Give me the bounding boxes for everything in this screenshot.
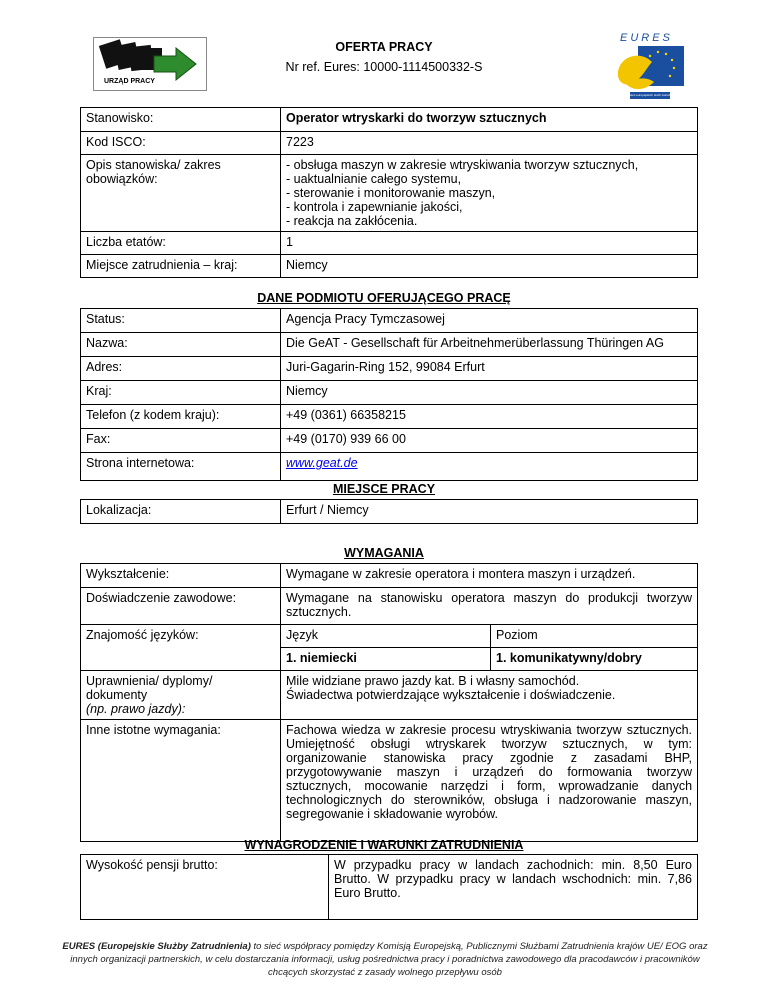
footer-note bbox=[60, 940, 710, 979]
other-requirements-value: Fachowa wiedza w zakresie procesu wtryskiwania tworzyw sztucznych. Umiejętność obsługi wtryskarek tworzyw sztucznych, w tym: organizowanie stanowiska pracy zgodnie z zasadami BHP, przygotowywanie maszyn i urządzeń do formowania tworzyw sztucznych, mocowanie narzędzi i form, wprowadzanie danych technologicznych do sterowników, obsługa i nadzorowanie maszyn, segregowanie i składowanie wyrobów. bbox=[281, 720, 698, 842]
education-label: Wykształcenie: bbox=[81, 564, 281, 588]
location-value: Erfurt / Niemcy bbox=[281, 500, 698, 524]
table-row bbox=[81, 381, 698, 405]
country-label: Miejsce zatrudnienia – kraj: bbox=[81, 255, 281, 278]
salary-value: W przypadku pracy w landach zachodnich: min. 8,50 Euro Brutto. W przypadku pracy w landach wschodnich: min. 7,86 Euro Brutto. bbox=[329, 855, 698, 920]
employer-heading: DANE PODMIOTU OFERUJĄCEGO PRACĘ bbox=[257, 291, 511, 305]
language-level: 1. komunikatywny/dobry bbox=[491, 648, 698, 671]
employer-value: Agencja Pracy Tymczasowej bbox=[281, 309, 698, 333]
table-row bbox=[81, 232, 698, 255]
table-row bbox=[81, 588, 698, 625]
permissions-label-line: Uprawnienia/ dyplomy/ dokumenty bbox=[86, 674, 213, 702]
description-line: - sterowanie i monitorowanie maszyn, bbox=[286, 186, 496, 200]
employer-value: Die GeAT - Gesellschaft für Arbeitnehmerüberlassung Thüringen AG bbox=[281, 333, 698, 357]
employer-label: Kraj: bbox=[81, 381, 281, 405]
description-line: - reakcja na zakłócenia. bbox=[286, 214, 418, 228]
permissions-label-note: (np. prawo jazdy): bbox=[86, 702, 186, 716]
language-name: 1. niemiecki bbox=[281, 648, 491, 671]
table-row bbox=[81, 405, 698, 429]
employer-value: Juri-Gagarin-Ring 152, 99084 Erfurt bbox=[281, 357, 698, 381]
table-row bbox=[81, 333, 698, 357]
vacancy-count-label: Liczba etatów: bbox=[81, 232, 281, 255]
reference-number: Nr ref. Eures: 10000-1114500332-S bbox=[285, 60, 483, 74]
description-label: Opis stanowiska/ zakres obowiązków: bbox=[81, 155, 281, 232]
document-title: OFERTA PRACY bbox=[335, 40, 433, 54]
experience-label: Doświadczenie zawodowe: bbox=[81, 588, 281, 625]
other-requirements-label: Inne istotne wymagania: bbox=[81, 720, 281, 842]
footer-text: to sieć współpracy pomiędzy Komisją Europejską, Publicznymi Służbami Zatrudnienia krajów UE/ EOG oraz innych organizacji partnerskich, w celu dostarczania informacji, usług pośrednictwa pracy i poradnictwa zawodowego dla pracodawców i pracowników chcących skorzystać z zasady wolnego przepływu osób bbox=[70, 941, 708, 978]
employer-value: Niemcy bbox=[281, 381, 698, 405]
job-table bbox=[80, 107, 698, 278]
table-row bbox=[81, 309, 698, 333]
employer-value: +49 (0170) 939 66 00 bbox=[281, 429, 698, 453]
requirements-table bbox=[80, 563, 698, 842]
table-row bbox=[81, 564, 698, 588]
location-label: Lokalizacja: bbox=[81, 500, 281, 524]
table-row bbox=[81, 132, 698, 155]
isco-label: Kod ISCO: bbox=[81, 132, 281, 155]
footer-bold: EURES (Europejskie Służby Zatrudnienia) bbox=[62, 941, 251, 952]
employer-value: +49 (0361) 66358215 bbox=[281, 405, 698, 429]
salary-table bbox=[80, 854, 698, 920]
employer-table bbox=[80, 308, 698, 481]
languages-label: Znajomość języków: bbox=[81, 625, 281, 671]
table-row bbox=[81, 155, 698, 232]
eures-logo-text: EURES bbox=[620, 32, 673, 44]
eures-logo-caption: sieć europejskich służb zatrudnienia bbox=[630, 93, 679, 97]
experience-value: Wymagane na stanowisku operatora maszyn do produkcji tworzyw sztucznych. bbox=[281, 588, 698, 625]
website-link[interactable]: www.geat.de bbox=[286, 456, 358, 470]
permissions-line: Świadectwa potwierdzające wykształcenie i doświadczenie. bbox=[286, 688, 616, 702]
website-label: Strona internetowa: bbox=[81, 453, 281, 481]
employer-label: Fax: bbox=[81, 429, 281, 453]
description-line: - kontrola i zapewnianie jakości, bbox=[286, 200, 463, 214]
employer-label: Adres: bbox=[81, 357, 281, 381]
employer-label: Nazwa: bbox=[81, 333, 281, 357]
table-row bbox=[81, 255, 698, 278]
employer-label: Telefon (z kodem kraju): bbox=[81, 405, 281, 429]
workplace-table bbox=[80, 499, 698, 524]
vacancy-count-value: 1 bbox=[281, 232, 698, 255]
table-row bbox=[81, 453, 698, 481]
permissions-label bbox=[81, 671, 281, 720]
table-row bbox=[81, 720, 698, 842]
description-line: - obsługa maszyn w zakresie wtryskiwania tworzyw sztucznych, bbox=[286, 158, 639, 172]
table-row bbox=[81, 625, 698, 648]
table-row bbox=[81, 429, 698, 453]
position-label: Stanowisko: bbox=[81, 108, 281, 132]
education-value: Wymagane w zakresie operatora i montera maszyn i urządzeń. bbox=[281, 564, 698, 588]
language-column-header: Język bbox=[281, 625, 491, 648]
permissions-value bbox=[281, 671, 698, 720]
table-row bbox=[81, 108, 698, 132]
level-column-header: Poziom bbox=[491, 625, 698, 648]
permissions-line: Mile widziane prawo jazdy kat. B i własny samochód. bbox=[286, 674, 580, 688]
description-value bbox=[281, 155, 698, 232]
table-row bbox=[81, 855, 698, 920]
urzad-pracy-logo-text: URZĄD PRACY bbox=[104, 78, 155, 85]
salary-label: Wysokość pensji brutto: bbox=[81, 855, 329, 920]
table-row bbox=[81, 357, 698, 381]
isco-value: 7223 bbox=[281, 132, 698, 155]
salary-heading: WYNAGRODZENIE I WARUNKI ZATRUDNIENIA bbox=[244, 838, 524, 852]
position-value: Operator wtryskarki do tworzyw sztucznych bbox=[281, 108, 698, 132]
workplace-heading: MIEJSCE PRACY bbox=[332, 482, 436, 496]
table-row bbox=[81, 671, 698, 720]
employer-label: Status: bbox=[81, 309, 281, 333]
table-row bbox=[81, 500, 698, 524]
country-value: Niemcy bbox=[281, 255, 698, 278]
description-line: - uaktualnianie całego systemu, bbox=[286, 172, 462, 186]
requirements-heading: WYMAGANIA bbox=[344, 546, 424, 560]
